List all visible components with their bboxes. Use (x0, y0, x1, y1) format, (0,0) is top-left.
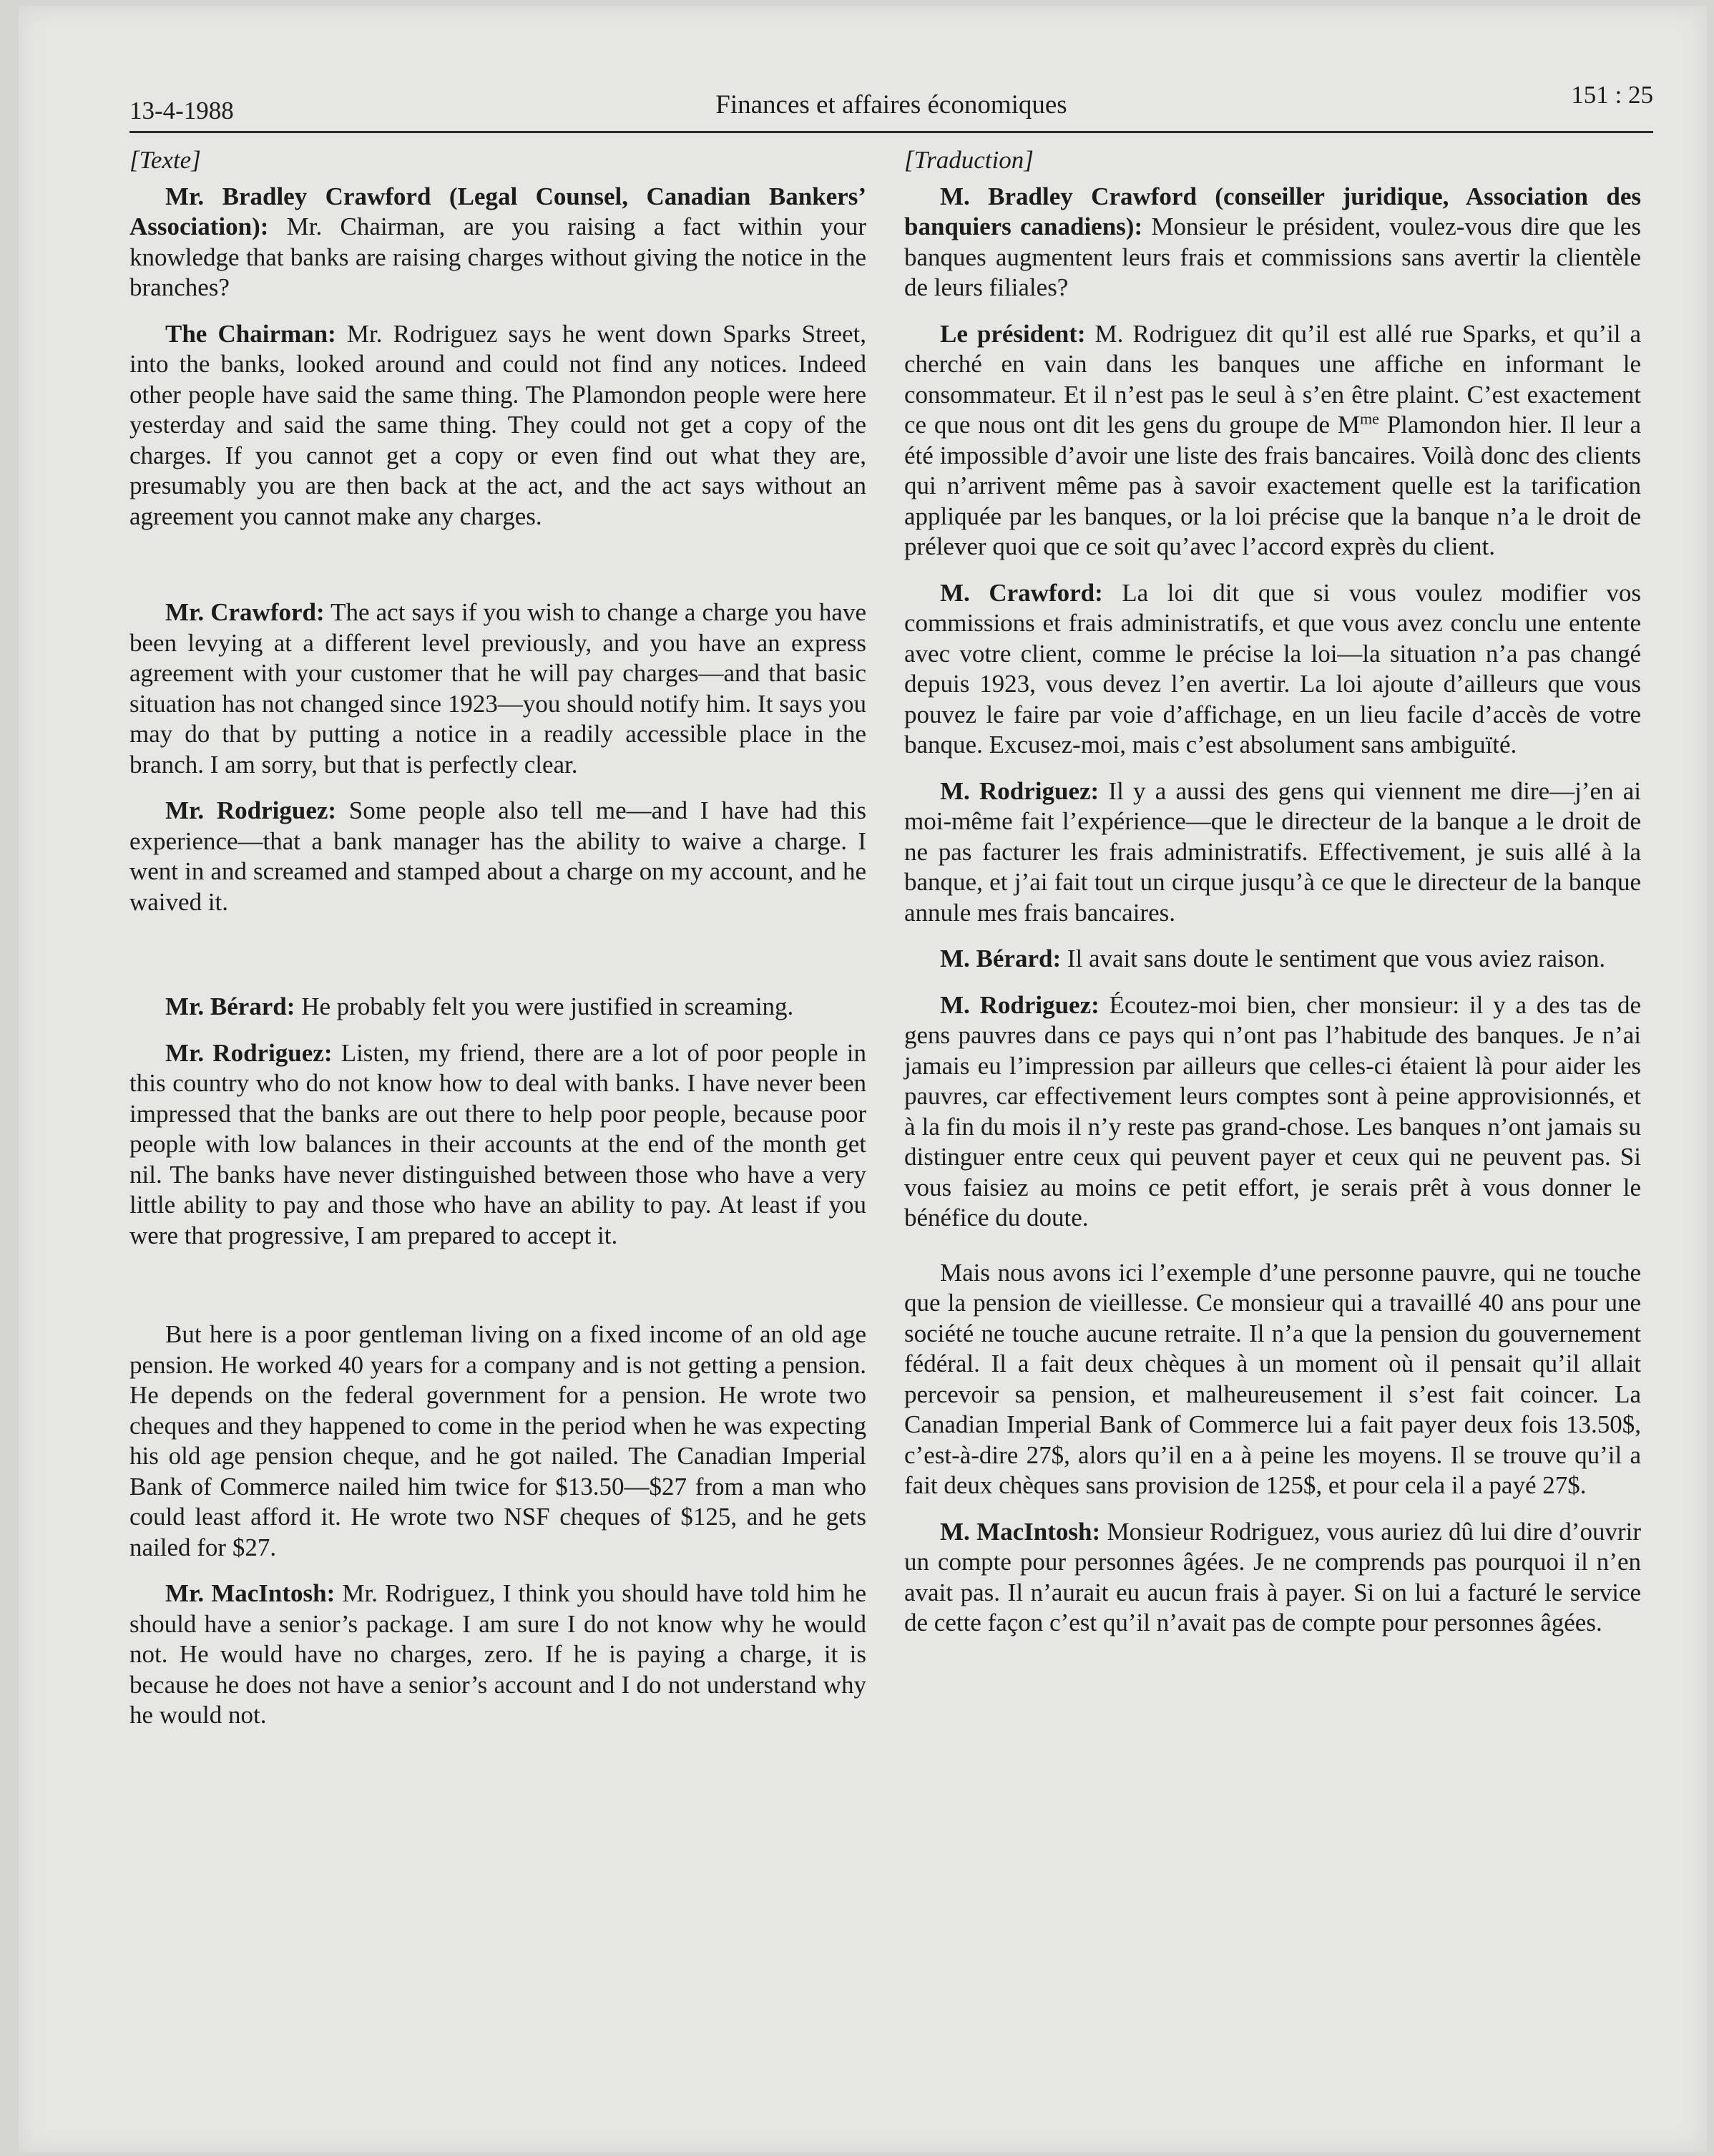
speaker-name: M. Crawford: (940, 578, 1103, 607)
speaker-name: Mr. Bérard: (165, 992, 295, 1020)
speaker-name: Mr. Rodriguez: (165, 1038, 333, 1067)
speech-text: Écoutez-moi bien, cher monsieur: il y a des tas de gens pauvres dans ce pays qui n’ont pas l’habitude des banques. Je n’ai jamais eu l’impression par ailleurs que celles-ci étaient là pour aider les pauvres, car effectivement leurs comptes sont à peine approvisionnés, et à la fin du mois il n’y reste pas grand-chose. Les banques n’ont jamais su distinguer entre ceux qui peuvent payer et ceux qui ne peuvent pas. Si vous faisiez au moins ce petit effort, je serais prêt à vous donner le bénéfice du doute. (904, 990, 1641, 1231)
section-tag-traduction: [Traduction] (904, 146, 1034, 174)
speaker-name: Mr. Crawford: (165, 598, 325, 626)
header-date: 13-4-1988 (129, 97, 234, 125)
paragraph-rodriguez-3 (129, 1320, 866, 1563)
paragraph-president-fr (904, 319, 1641, 562)
speaker-name: Le président: (940, 319, 1086, 348)
paragraph-chairman (129, 319, 866, 532)
section-tag-texte: [Texte] (129, 146, 201, 174)
english-column (129, 145, 866, 1747)
speaker-name: M. Bérard: (940, 945, 1062, 972)
speech-text: Listen, my friend, there are a lot of poor people in this country who do not know how to deal with banks. I have never been impressed that the banks are out there to help poor people, because poor people with low balances in their accounts at the end of the month get nil. The banks have never distinguished between those who have a very little ability to pay and those who have an ability to pay. At least if you were that progressive, I am prepared to accept it. (129, 1038, 866, 1249)
speech-text: Mr. Chairman, are you raising a fact within your knowledge that banks are raising charges without giving the notice in the branches? (129, 213, 866, 301)
speaker-name: M. Rodriguez: (940, 990, 1100, 1019)
page-number: 151 : 25 (1571, 81, 1653, 109)
paragraph-rodriguez-2-fr (904, 990, 1641, 1234)
paragraph-crawford-question (129, 182, 866, 303)
paragraph-rodriguez-2 (129, 1038, 866, 1252)
speaker-name: The Chairman: (165, 319, 336, 348)
superscript-me: me (1360, 409, 1379, 428)
speech-text-continued: Plamondon hier. Il leur a été impossible d’avoir une liste des frais bancaires. Voilà donc des clients qui n’arrivent même pas à savoir exactement quelle est la tarification appliquée par les banques, or la loi précise que la banque n’a le droit de prélever quoi que ce soit qu’avec l’accord exprès du client. (904, 411, 1642, 560)
speech-text: He probably felt you were justified in screaming. (295, 992, 794, 1020)
speech-text: M. Rodriguez dit qu’il est allé rue Sparks, et qu’il a cherché en vain dans les banques une affiche en informant le consommateur. Et il n’est pas le seul à s’en être plaint. C’est exactement ce que nous ont dit les gens du groupe de M (904, 319, 1641, 439)
speech-text: Il avait sans doute le sentiment que vous aviez raison. (1061, 945, 1606, 972)
speaker-name: Mr. Bradley Crawford (Legal Counsel, Canadian Bankers’ Association): (129, 182, 866, 240)
speech-text: Mais nous avons ici l’exemple d’une personne pauvre, qui ne touche que la pension de vieillesse. Ce monsieur qui a travaillé 40 ans pour une société ne touche aucune retraite. Il n’a que la pension du gouvernement fédéral. Il a fait deux chèques à un moment où il pensait qu’il allait percevoir sa pension, et malheureusement il s’est fait coincer. La Canadian Imperial Bank of Commerce lui a fait payer deux fois 13.50$, c’est-à-dire 27$, alors qu’il en a à peine les moyens. Il se trouve qu’il a fait deux chèques sans provision de 125$, et pour cela il a payé 27$. (904, 1258, 1641, 1499)
speech-text: Il y a aussi des gens qui viennent me dire—j’en ai moi-même fait l’expérience—que le directeur de la banque a le droit de ne pas facturer les frais administratifs. Effectivement, je suis allé à la banque, et j’ai fait tout un cirque jusqu’à ce que le directeur de la banque annule mes frais bancaires. (904, 776, 1641, 927)
paragraph-macintosh (129, 1579, 866, 1731)
speech-text: The act says if you wish to change a charge you have been levying at a different level previously, and you have an express agreement with your customer that he will pay charges—and that basic situation has not changed since 1923—you should notify him. It says you may do that by putting a notice in a readily accessible place in the branch. I am sorry, but that is perfectly clear. (129, 598, 866, 779)
paragraph-rodriguez-1 (129, 796, 866, 917)
speaker-name: M. Bradley Crawford (conseiller juridique, Association des banquiers canadiens): (904, 182, 1641, 240)
paragraph-rodriguez-1-fr (904, 776, 1641, 929)
page-header (129, 81, 1653, 133)
paragraph-berard-fr (904, 944, 1641, 975)
french-column (904, 145, 1641, 1654)
speaker-name: M. MacIntosh: (940, 1517, 1101, 1546)
speech-text: Monsieur le président, voulez-vous dire que les banques augmentent leurs frais et commissions sans avertir la clientèle de leurs filiales? (904, 213, 1641, 301)
document-page (19, 6, 1707, 2152)
speaker-name: M. Rodriguez: (940, 776, 1100, 805)
speaker-name: Mr. Rodriguez: (165, 796, 337, 824)
speech-text: Some people also tell me—and I have had this experience—that a bank manager has the ability to waive a charge. I went in and screamed and stamped about a charge on my account, and he waived it. (129, 796, 866, 916)
header-title: Finances et affaires économiques (715, 90, 1067, 119)
paragraph-crawford-answer (129, 597, 866, 780)
speech-text: But here is a poor gentleman living on a fixed income of an old age pension. He worked 40 years for a company and is not getting a pension. He depends on the federal government for a pension. He wrote two cheques and they happened to come in the period when he was expecting his old age pension cheque, and he got nailed. The Canadian Imperial Bank of Commerce nailed him twice for $13.50—$27 from a man who could least afford it. He wrote two NSF cheques of $125, and he gets nailed for $27. (129, 1320, 866, 1561)
speech-text: La loi dit que si vous voulez modifier vos commissions et frais administratifs, et que vous avez conclu une entente avec votre client, comme le précise la loi—la situation n’a pas changé depuis 1923, vous devez l’en avertir. La loi ajoute d’ailleurs que vous pouvez le faire par voie d’affichage, en un lieu facile d’accès de votre banque. Excusez-moi, mais c’est absolument sans ambiguïté. (904, 578, 1641, 758)
speech-text: Mr. Rodriguez, I think you should have told him he should have a senior’s package. I am sure I do not know why he would not. He would have no charges, zero. If he is paying a charge, it is because he does not have a senior’s account and I do not understand why he would not. (129, 1579, 866, 1729)
paragraph-macintosh-fr (904, 1517, 1641, 1639)
paragraph-berard (129, 992, 866, 1023)
speaker-name: Mr. MacIntosh: (165, 1579, 336, 1607)
paragraph-crawford-question-fr (904, 182, 1641, 303)
speech-text: Monsieur Rodriguez, vous auriez dû lui dire d’ouvrir un compte pour personnes âgées. Je ne comprends pas pourquoi il n’en avait pas. Il n’aurait eu aucun frais à payer. Si on lui a facturé le service de cette façon c’est qu’il n’avait pas de compte pour personnes âgées. (904, 1517, 1641, 1636)
speech-text: Mr. Rodriguez says he went down Sparks Street, into the banks, looked around and could not find any notices. Indeed other people have said the same thing. The Plamondon people were here yesterday and said the same thing. They could not get a copy of the charges. If you cannot get a copy or even find out what they are, presumably you are then back at the act, and the act says without an agreement you cannot make any charges. (129, 319, 866, 530)
paragraph-rodriguez-3-fr (904, 1258, 1641, 1501)
paragraph-crawford-answer-fr (904, 578, 1641, 761)
